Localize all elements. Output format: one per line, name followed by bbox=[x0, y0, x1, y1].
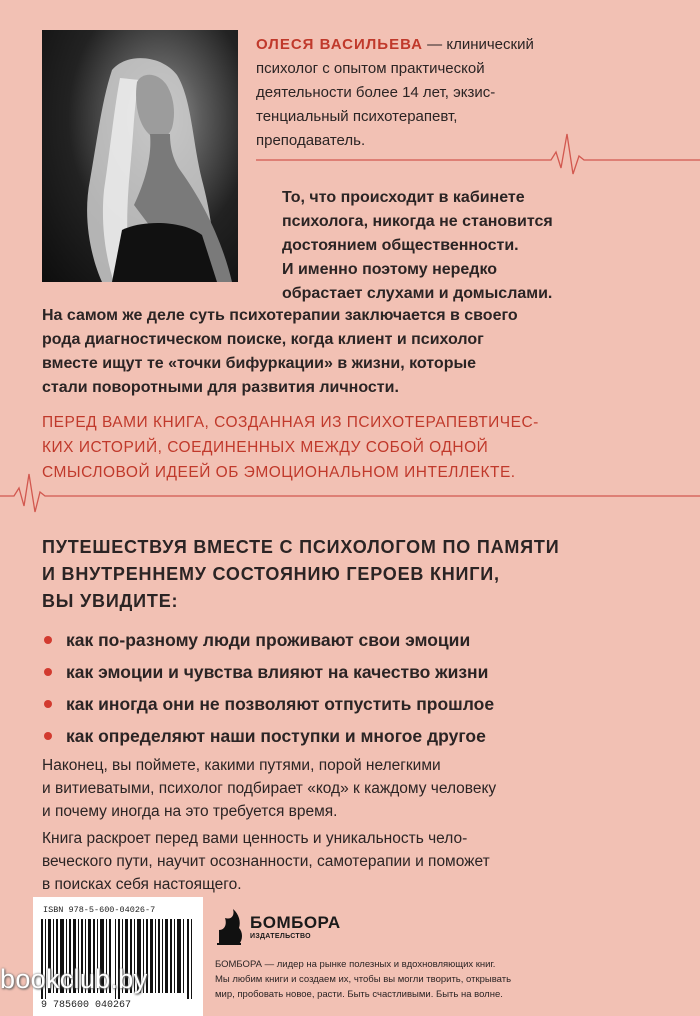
intro-line: достоянием общественности. bbox=[282, 237, 519, 254]
intro-line: психолога, никогда не становится bbox=[282, 213, 553, 230]
list-item bbox=[42, 688, 682, 720]
bullet-dot-icon bbox=[44, 700, 52, 708]
intro-line: стали поворотными для развития личности. bbox=[42, 379, 399, 396]
intro-line: обрастает слухами и домыслами. bbox=[282, 285, 553, 302]
paragraph-line: и витиеватыми, психолог подбирает «код» к каждому человеку bbox=[42, 780, 497, 797]
author-bio-line: преподаватель. bbox=[256, 132, 366, 149]
highlight-line: ПЕРЕД ВАМИ КНИГА, СОЗДАННАЯ ИЗ ПСИХОТЕРАПЕВТИЧЕС- bbox=[42, 414, 539, 431]
journey-line: ВЫ УВИДИТЕ: bbox=[42, 591, 179, 611]
intro-line: рода диагностическом поиске, когда клиент и психолог bbox=[42, 331, 484, 348]
journey-line: ПУТЕШЕСТВУЯ ВМЕСТЕ С ПСИХОЛОГОМ ПО ПАМЯТИ bbox=[42, 537, 560, 557]
intro-line: И именно поэтому нередко bbox=[282, 261, 498, 278]
bullet-dot-icon bbox=[44, 668, 52, 676]
list-item-text: как по-разному люди проживают свои эмоции bbox=[66, 630, 471, 650]
publisher-description bbox=[215, 957, 685, 1002]
journey-bullet-list bbox=[42, 624, 682, 752]
list-item bbox=[42, 656, 682, 688]
publisher-desc-line: БОМБОРА — лидер на рынке полезных и вдохновляющих книг. bbox=[215, 959, 496, 970]
intro-line: На самом же деле суть психотерапии заключается в своего bbox=[42, 307, 518, 324]
paragraph-line: Наконец, вы поймете, какими путями, порой нелегкими bbox=[42, 757, 441, 774]
heartbeat-line-icon bbox=[256, 128, 700, 178]
publisher-desc-line: мир, пробовать новое, расти. Быть счастливыми. Быть на волне. bbox=[215, 989, 503, 1000]
paragraph-finally bbox=[42, 754, 682, 823]
author-photo bbox=[42, 30, 238, 282]
paragraph-line: Книга раскроет перед вами ценность и уникальность чело- bbox=[42, 830, 468, 847]
barcode bbox=[33, 897, 203, 1016]
bullet-dot-icon bbox=[44, 636, 52, 644]
author-bio-line: деятельности более 14 лет, экзис- bbox=[256, 84, 496, 101]
highlight-line: КИХ ИСТОРИЙ, СОЕДИНЕННЫХ МЕЖДУ СОБОЙ ОДНОЙ bbox=[42, 439, 489, 456]
paragraph-line: и почему иногда на это требуется время. bbox=[42, 803, 338, 820]
bullet-dot-icon bbox=[44, 732, 52, 740]
list-item bbox=[42, 720, 682, 752]
list-item-text: как иногда они не позволяют отпустить прошлое bbox=[66, 694, 495, 714]
publisher-name: БОМБОРА bbox=[250, 913, 341, 932]
isbn-number: ISBN 978-5-600-04026-7 bbox=[43, 905, 156, 915]
paragraph-line: веческого пути, научит осознанности, самотерапии и поможет bbox=[42, 853, 490, 870]
heartbeat-line-icon bbox=[0, 470, 700, 516]
list-item-text: как эмоции и чувства влияют на качество жизни bbox=[66, 662, 489, 682]
list-item bbox=[42, 624, 682, 656]
author-bio-line: психолог с опытом практической bbox=[256, 60, 485, 77]
intro-paragraph bbox=[42, 304, 672, 400]
intro-text bbox=[282, 186, 682, 306]
paragraph-line: в поисках себя настоящего. bbox=[42, 876, 242, 893]
intro-line: То, что происходит в кабинете bbox=[282, 189, 525, 206]
author-name: ОЛЕСЯ ВАСИЛЬЕВА bbox=[256, 36, 423, 53]
journey-heading bbox=[42, 534, 682, 615]
paragraph-book bbox=[42, 827, 682, 896]
list-item-text: как определяют наши поступки и многое другое bbox=[66, 726, 486, 746]
author-bio-line: тенциальный психотерапевт, bbox=[256, 108, 458, 125]
publisher-desc-line: Мы любим книги и создаем их, чтобы вы могли творить, открывать bbox=[215, 974, 512, 985]
highlight-line: СМЫСЛОВОЙ ИДЕЕЙ ОБ ЭМОЦИОНАЛЬНОМ ИНТЕЛЛЕКТЕ. bbox=[42, 464, 516, 481]
barcode-digits: 9 785600 040267 bbox=[41, 1000, 132, 1011]
bombora-logo-icon bbox=[215, 906, 245, 946]
publisher-subtitle: ИЗДАТЕЛЬСТВО bbox=[250, 933, 311, 940]
watermark: bookclub.by bbox=[0, 964, 148, 994]
journey-line: И ВНУТРЕННЕМУ СОСТОЯНИЮ ГЕРОЕВ КНИГИ, bbox=[42, 564, 500, 584]
intro-line: вместе ищут те «точки бифуркации» в жизни, которые bbox=[42, 355, 477, 372]
author-bio-line: — клинический bbox=[423, 36, 534, 53]
